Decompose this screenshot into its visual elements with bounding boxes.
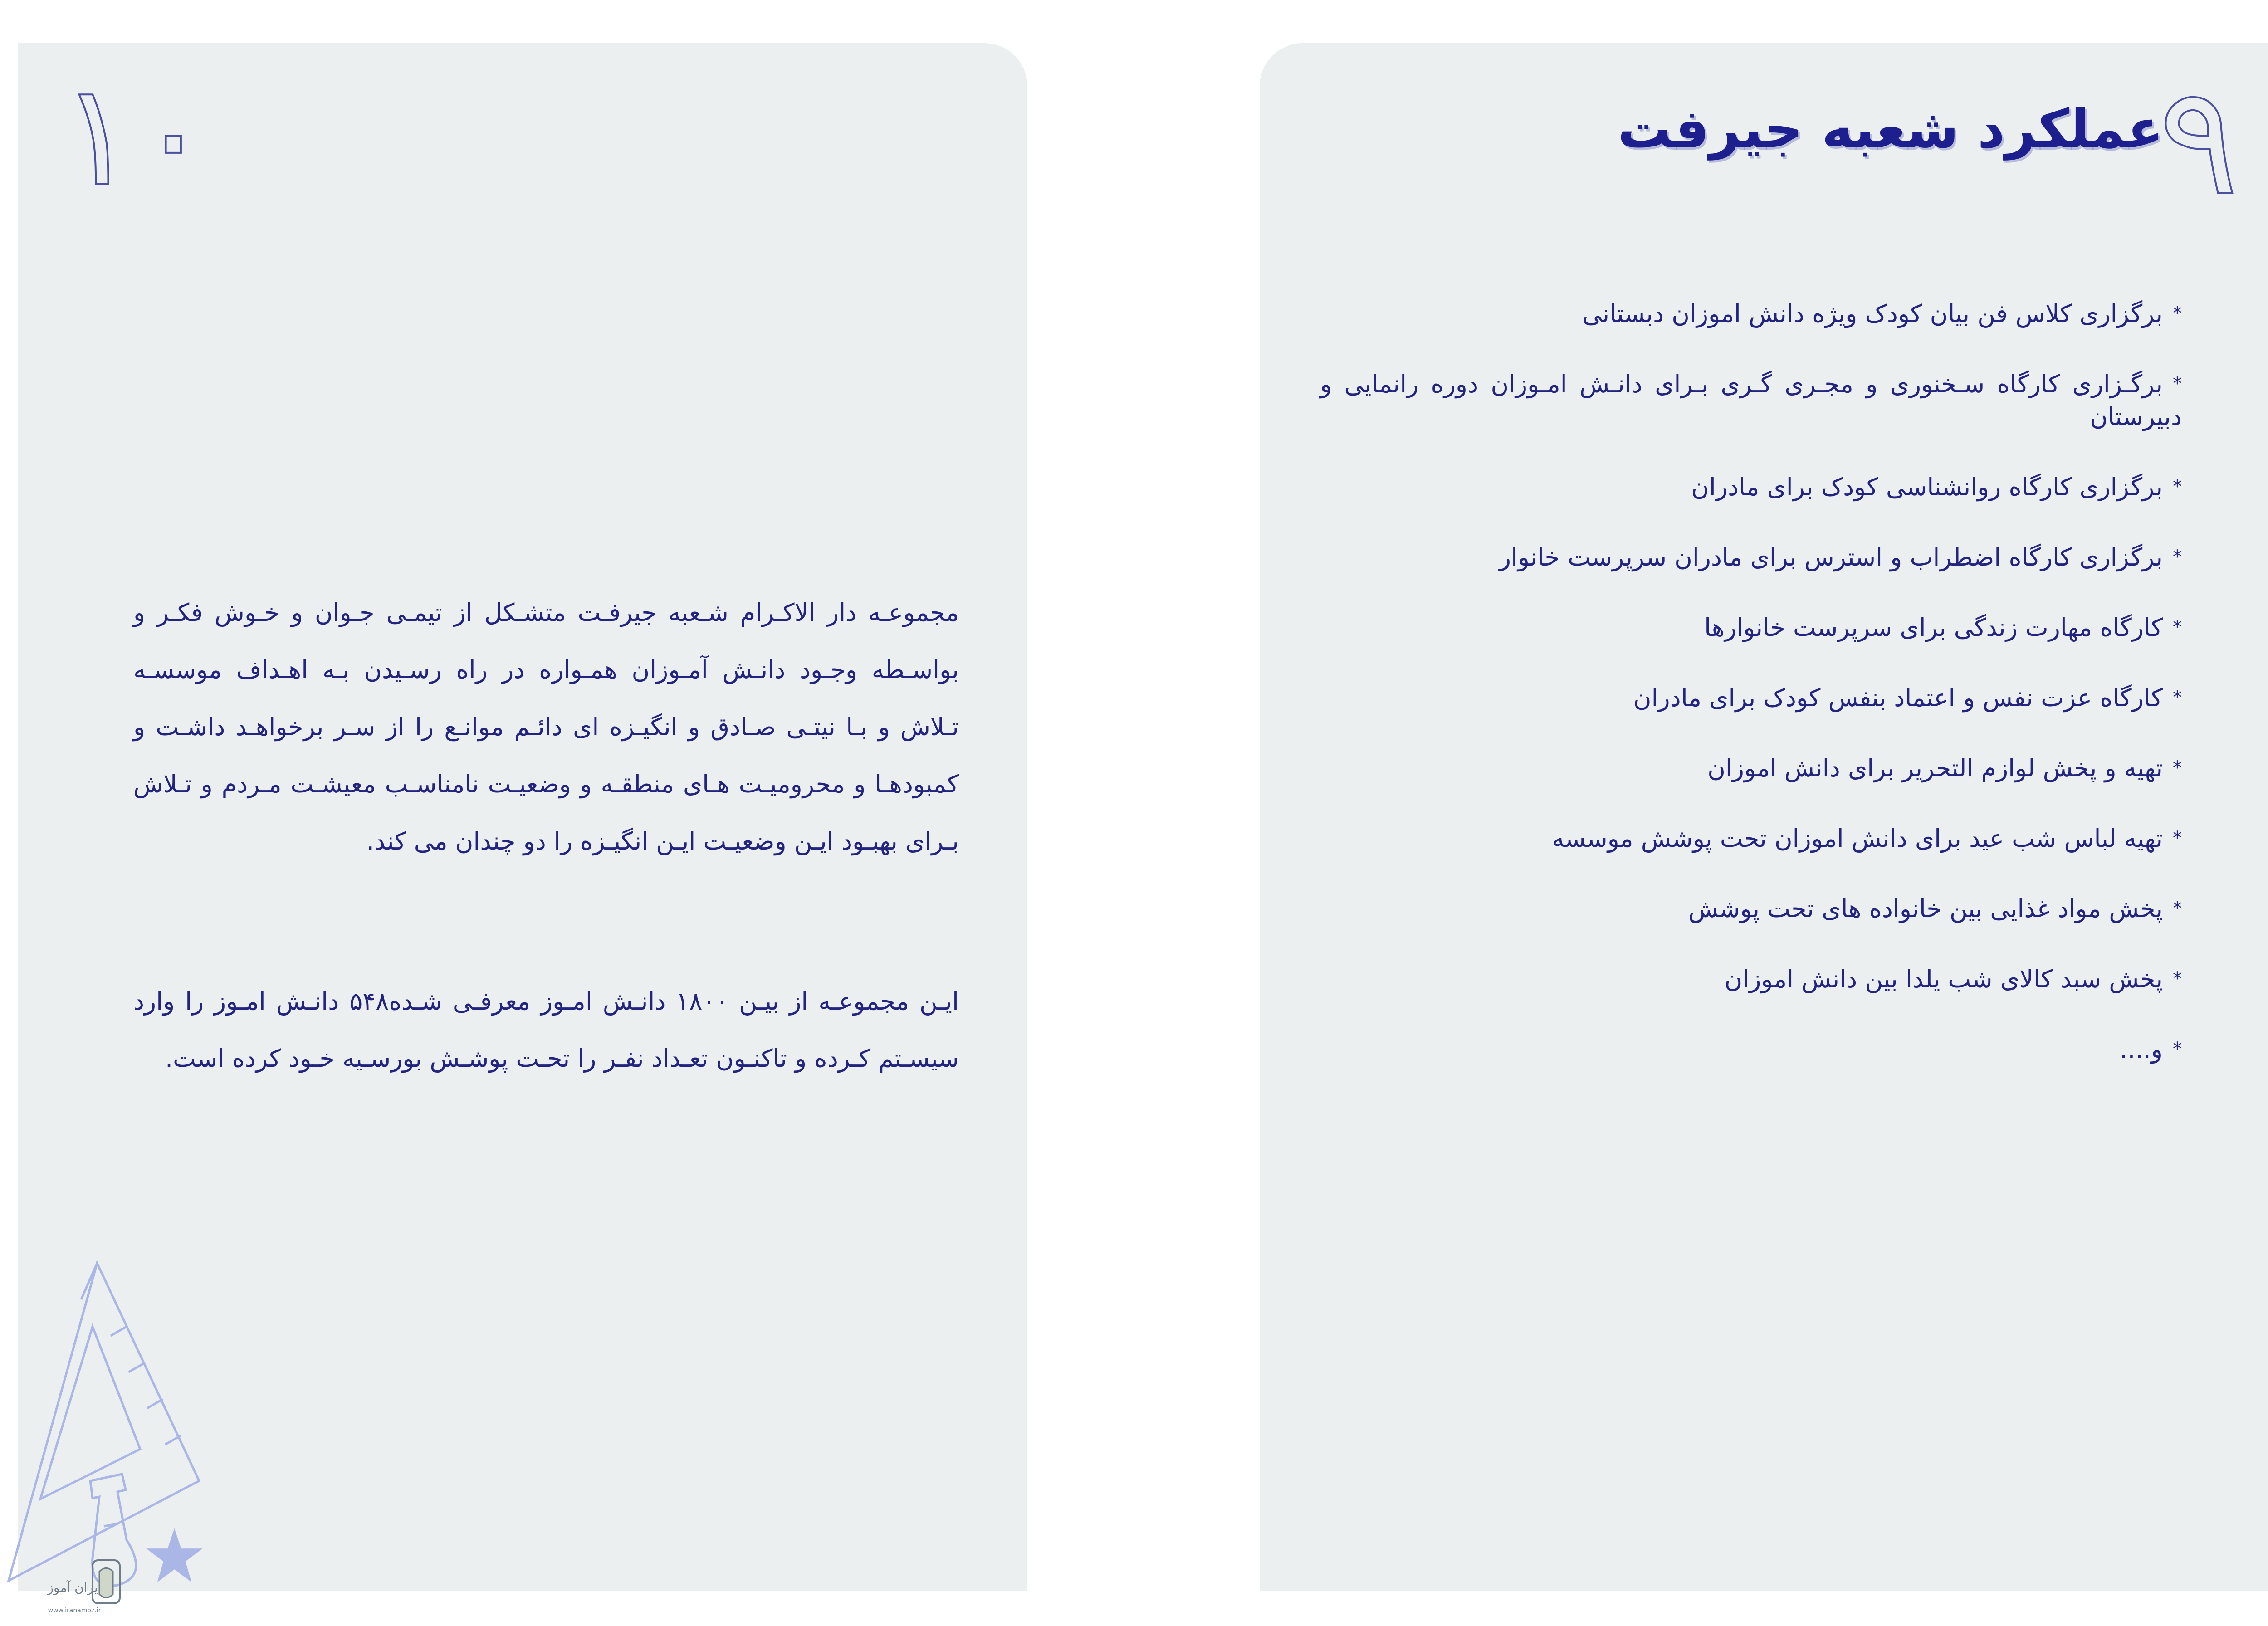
list-item [1320,297,2182,330]
page-title: عملکرد شعبه جیرفت [1618,98,2164,160]
list-item [1320,681,2182,714]
list-item-text: کارگاه عزت نفس و اعتماد بنفس کودک برای مادران [1633,684,2163,712]
bullet-star-icon: * [2173,828,2182,849]
bullet-star-icon: * [2173,968,2182,989]
list-item [1320,892,2182,925]
list-item-text: و.... [2120,1035,2163,1064]
left-page [18,43,1027,1614]
list-item-text: تهیه و پخش لوازم التحریر برای دانش اموزان [1707,754,2163,782]
activities-list [1320,297,2182,1103]
bullet-star-icon: * [2173,757,2182,778]
list-item-text: برگزاری کارگاه اضطراب و استرس برای مادران سرپرست خانوار [1499,543,2163,571]
list-item [1320,822,2182,855]
list-item-text: کارگاه مهارت زندگی برای سرپرست خانوارها [1704,613,2163,642]
page-number-9 [2153,54,2244,228]
bullet-star-icon: * [2173,1039,2182,1060]
bullet-star-icon: * [2173,373,2182,394]
list-item [1320,367,2182,433]
page-number-10 [60,54,211,217]
list-item-text: تهیه لباس شب عید برای دانش اموزان تحت پوشش موسسه [1552,824,2163,853]
list-item [1320,962,2182,996]
list-item-text: برگزاری کارگاه روانشناسی کودک برای مادران [1691,473,2163,501]
list-item-text: برگزاری کلاس فن بیان کودک ویژه دانش اموزان دبستانی [1582,299,2163,328]
iranamoz-logo-icon [31,1558,127,1626]
star-icon [144,1525,205,1587]
bullet-star-icon: * [2173,617,2182,638]
list-item [1320,1033,2182,1066]
bullet-star-icon: * [2173,898,2182,919]
list-item [1320,470,2182,503]
page-number-left-text: ۱۰ [60,54,211,217]
bullet-star-icon: * [2173,476,2182,497]
page-number-right-text: ۹ [2158,54,2239,228]
intro-paragraph: مجموعـه دار الاکـرام شـعبه جیرفـت متشـکل از تیمـی جـوان و خـوش فکـر و بواسـطه وجـود دانـش آمـوزان همـواره در راه رسـیدن بـه اهـداف موسسـه تـلاش و بـا نیتـی صـادق و انگیـزه ای دائـم موانـع را از سـر برخواهـد داشـت و کمبودهـا و محرومیـت هـای منطقـه و وضعیـت نامناسـب معیشـت مـردم و تـلاش بـرای بهبـود ایـن وضعیـت ایـن انگیـزه را دو چندان می کند. [133,598,959,855]
list-item-text: برگـزاری کارگاه سـخنوری و مجـری گـری بـرای دانـش امـوزان دوره رانمایی و دبیرستان [1320,370,2182,431]
watermark-url: www.iranamoz.ir [48,1607,101,1614]
bullet-star-icon: * [2173,547,2182,567]
bullet-star-icon: * [2173,303,2182,324]
right-page [1260,43,2268,1591]
statistics-paragraph: ایـن مجموعـه از بیـن ۱۸۰۰ دانـش امـوز معرفـی شـده۵۴۸ دانـش امـوز را وارد سیسـتم کـرده و تاکنـون تعـداد نفـر را تحـت پوشـش بورسـیه خـود کرده است. [133,987,959,1073]
list-item [1320,752,2182,785]
list-item [1320,541,2182,574]
list-item-text: پخش مواد غذایی بین خانواده های تحت پوشش [1688,894,2163,923]
watermark-title: ایران آموز [47,1580,102,1595]
list-item-text: پخش سبد کالای شب یلدا بین دانش اموزان [1724,965,2163,993]
bullet-star-icon: * [2173,687,2182,708]
list-item [1320,611,2182,644]
